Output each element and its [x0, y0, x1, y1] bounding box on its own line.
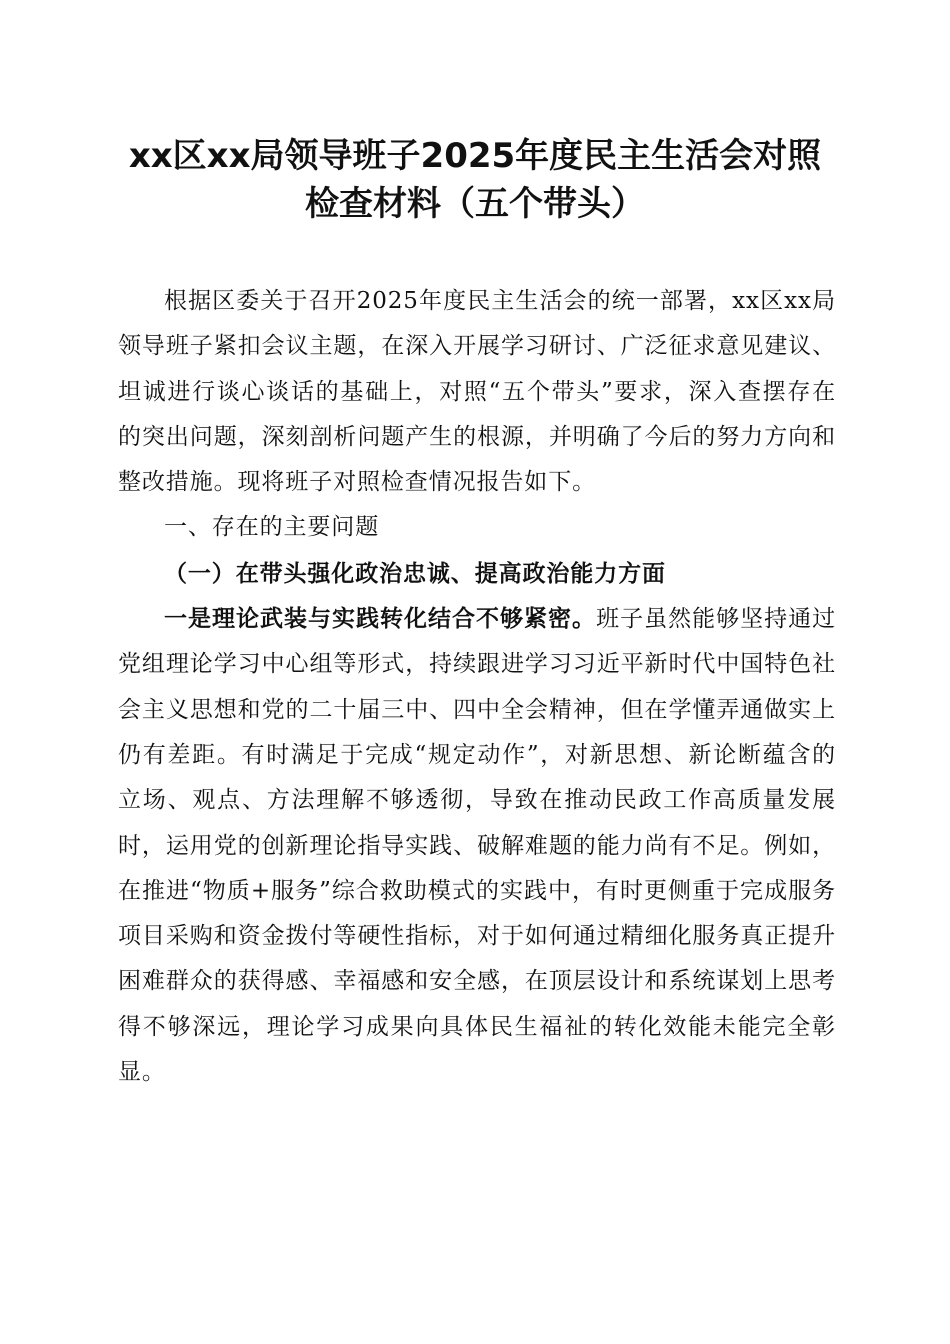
problem-paragraph	[118, 596, 836, 1095]
document-body	[118, 279, 836, 1095]
title-line-1: xx区xx局领导班子2025年度民主生活会对照	[128, 136, 822, 176]
problem-lead-sentence: 一是理论武装与实践转化结合不够紧密。	[164, 605, 597, 633]
subsection-heading: （一）在带头强化政治忠诚、提高政治能力方面	[164, 559, 666, 587]
title-line-2: 检查材料（五个带头）	[305, 184, 645, 224]
document-title	[100, 132, 850, 228]
section-heading: 一、存在的主要问题	[164, 514, 380, 541]
problem-body-text: 班子虽然能够坚持通过党组理论学习中心组等形式，持续跟进学习习近平新时代中国特色社会主义思想和党的二十届三中、四中全会精神，但在学懂弄通做实上仍有差距。有时满足于完成“规定动作”，对新思想、新论断蕴含的立场、观点、方法理解不够透彻，导致在推动民政工作高质量发展时，运用党的创新理论指导实践、破解难题的能力尚有不足。例如，在推进“物质+服务”综合救助模式的实践中，有时更侧重于完成服务项目采购和资金拨付等硬性指标，对于如何通过精细化服务真正提升困难群众的获得感、幸福感和安全感，在顶层设计和系统谋划上思考得不够深远，理论学习成果向具体民生福祉的转化效能未能完全彰显。	[118, 606, 837, 1086]
intro-paragraph: 根据区委关于召开2025年度民主生活会的统一部署，xx区xx局领导班子紧扣会议主题，在深入开展学习研讨、广泛征求意见建议、坦诚进行谈心谈话的基础上，对照“五个带头”要求，深入查摆存在的突出问题，深刻剖析问题产生的根源，并明确了今后的努力方向和整改措施。现将班子对照检查情况报告如下。	[118, 288, 836, 496]
